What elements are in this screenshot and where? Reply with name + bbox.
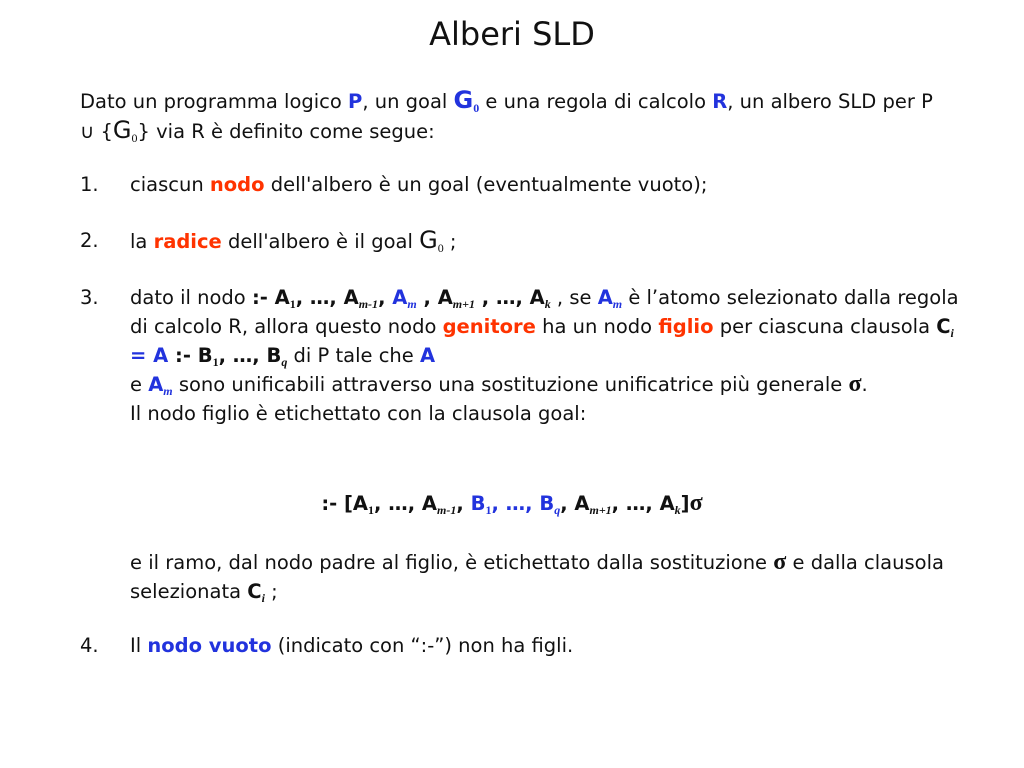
subscript: k	[674, 503, 681, 517]
text: e dalla clausola selezionata	[130, 551, 944, 603]
body-atom	[471, 492, 561, 515]
list-item-text	[130, 631, 960, 660]
text: è l’atomo selezionato dalla regola di calcolo R, allora questo nodo	[130, 286, 959, 338]
selected-atom	[148, 373, 172, 396]
formula-part: , …, A	[295, 286, 359, 309]
continuation-paragraph	[130, 548, 960, 606]
rule-symbol: R	[712, 90, 728, 113]
subscript: 1	[212, 355, 219, 369]
text: .	[861, 373, 868, 396]
text: ;	[264, 580, 278, 603]
sigma-symbol: σ	[773, 549, 787, 575]
goal-clause-formula	[0, 488, 1024, 519]
goal-symbol-plain	[113, 116, 138, 144]
clause-letter: C	[247, 580, 262, 603]
keyword-radice: radice	[153, 230, 222, 253]
keyword-nodo: nodo	[209, 173, 265, 196]
subscript: k	[544, 297, 551, 311]
atom-letter: A	[392, 286, 408, 309]
text: e	[130, 373, 149, 396]
text: dell'albero è il goal	[221, 230, 420, 253]
goal-symbol-plain	[419, 226, 444, 254]
text: Il	[130, 634, 148, 657]
intro-text: , un goal	[362, 90, 454, 113]
intro-paragraph	[80, 86, 940, 147]
intro-text: } via R è definito come segue:	[137, 120, 435, 143]
formula-part: ,	[378, 286, 393, 309]
subscript: i	[261, 591, 265, 605]
list-number: 3.	[80, 286, 99, 309]
subscript: q	[554, 503, 561, 517]
union-symbol: ∪	[80, 122, 95, 143]
formula-part: , …, A	[474, 286, 545, 309]
program-symbol: P	[348, 90, 363, 113]
text: ha un nodo	[535, 315, 659, 338]
subscript: i	[950, 326, 954, 340]
subscript: 1	[289, 297, 296, 311]
atom-letter: A	[148, 373, 164, 396]
formula-part: , A	[560, 492, 590, 515]
goal-letter: G	[112, 116, 132, 144]
subscript: m	[612, 297, 623, 311]
selected-atom	[392, 286, 416, 309]
text: , se	[550, 286, 598, 309]
text: Il nodo figlio è etichettato con la clausola goal:	[130, 402, 587, 425]
formula-part: , A	[416, 286, 453, 309]
text: ;	[443, 230, 457, 253]
list-item-text	[130, 226, 960, 256]
text: ciascun	[130, 173, 210, 196]
list-number: 4.	[80, 634, 99, 657]
subscript: m+1	[452, 297, 475, 311]
atom-letter: B	[470, 492, 486, 515]
goal-symbol	[454, 86, 480, 114]
formula-part: , …, B	[218, 344, 282, 367]
formula-part: :- [A	[321, 492, 369, 515]
subscript: m	[407, 297, 417, 311]
formula-part: , …, A	[374, 492, 438, 515]
subscript: m-1	[358, 297, 379, 311]
intro-text: e una regola di calcolo	[479, 90, 713, 113]
text: dato il nodo	[130, 286, 252, 309]
goal-subscript: 0	[473, 101, 480, 115]
sigma-symbol: σ	[689, 490, 703, 516]
subscript: 1	[368, 503, 375, 517]
list-number: 2.	[80, 229, 99, 252]
equals-sign: =	[130, 344, 154, 367]
subscript: q	[281, 355, 288, 369]
goal-letter: G	[419, 226, 438, 254]
goal-subscript: 0	[131, 131, 138, 145]
intro-text: Dato un programma logico	[80, 90, 349, 113]
goal-letter: G	[453, 86, 474, 114]
text: sono unificabili attraverso una sostituzione unificatrice più generale	[172, 373, 849, 396]
list-item-text	[130, 170, 960, 199]
formula-part: , …, B	[491, 492, 555, 515]
text: dell'albero è un goal (eventualmente vuoto);	[264, 173, 708, 196]
slide-title: Alberi SLD	[429, 15, 595, 53]
formula-part: :- A	[251, 286, 290, 309]
subscript: m-1	[437, 503, 457, 517]
atom-letter: A	[597, 286, 613, 309]
intro-text: {	[94, 120, 113, 143]
formula-part: ,	[456, 492, 471, 515]
list-item-text	[130, 283, 960, 428]
node-formula	[252, 286, 551, 309]
selected-atom	[598, 286, 622, 309]
atom-letter: A	[419, 344, 436, 367]
formula-part: , …, A	[611, 492, 675, 515]
formula-part: :- B	[168, 344, 213, 367]
text: e il ramo, dal nodo padre al figlio, è etichettato dalla sostituzione	[130, 551, 774, 574]
subscript: 1	[485, 503, 492, 517]
text: (indicato con “:-”) non ha figli.	[271, 634, 574, 657]
keyword-genitore: genitore	[442, 315, 536, 338]
subscript: m	[163, 384, 173, 398]
subscript: m+1	[589, 503, 612, 517]
atom-letter: A	[153, 344, 169, 367]
keyword-figlio: figlio	[658, 315, 714, 338]
goal-subscript: 0	[437, 241, 444, 255]
clause-letter: C	[936, 315, 951, 338]
intro-text: , un albero SLD per P	[727, 90, 933, 113]
clause-symbol	[247, 580, 265, 603]
list-number: 1.	[80, 173, 99, 196]
formula-part: ]	[680, 492, 690, 515]
keyword-nodo-vuoto: nodo vuoto	[147, 634, 272, 657]
text: per ciascuna clausola	[713, 315, 937, 338]
text: di P tale che	[287, 344, 420, 367]
text: la	[130, 230, 154, 253]
sigma-symbol: σ	[848, 371, 862, 397]
